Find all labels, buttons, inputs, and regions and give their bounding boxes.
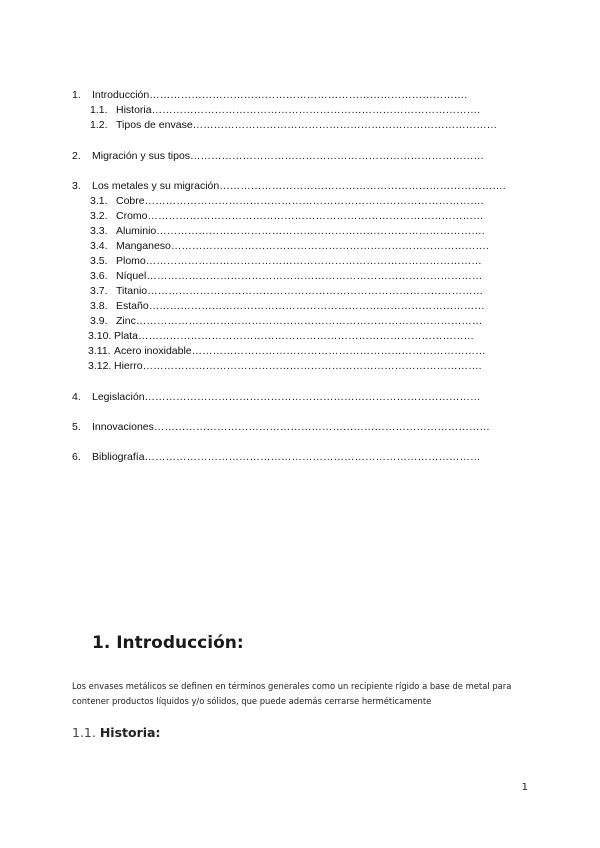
toc-entry-number: 2.: [72, 150, 81, 162]
toc-entry-leader: ……………………………………………………………………………………: [147, 210, 484, 222]
toc-entry-number: 3.3.: [90, 225, 108, 237]
toc-entry[interactable]: [0, 345, 486, 359]
toc-entry-number: 3.7.: [90, 285, 108, 297]
section-paragraph: Los envases metálicos se definen en términos generales como un recipiente rígido a base de metal para contener productos líquidos y/o sólidos, que puede además cerrarse herméticamente: [72, 681, 512, 706]
toc-entry[interactable]: [0, 89, 480, 103]
toc-entry-label: [114, 345, 486, 357]
toc-entry-title: Estaño: [116, 300, 149, 312]
toc-entry-label: [114, 360, 482, 372]
toc-entry-title: Titanio: [116, 285, 148, 297]
toc-entry-number: 3.5.: [90, 255, 108, 267]
toc-entry-number: 3.: [72, 180, 81, 192]
toc-entry-label: [116, 225, 485, 237]
toc-entry[interactable]: [0, 255, 480, 269]
toc-entry[interactable]: [0, 285, 484, 299]
toc-entry[interactable]: [0, 391, 480, 405]
toc-entry-leader: ……………………………………………………………………………………: [147, 285, 484, 297]
toc-entry[interactable]: [0, 225, 485, 239]
subsection-heading: [72, 725, 160, 740]
toc-entry-title: Plomo: [116, 255, 146, 267]
toc-entry-label: [92, 89, 472, 101]
toc-entry-label: [116, 255, 482, 267]
toc-entry-number: 3.1.: [90, 195, 108, 207]
toc-entry-title: Innovaciones: [92, 421, 154, 433]
toc-entry[interactable]: [0, 195, 484, 209]
toc-entry-number: 4.: [72, 391, 81, 403]
toc-entry-label: [116, 195, 484, 207]
toc-entry-label: [116, 300, 485, 312]
toc-entry[interactable]: [0, 150, 485, 164]
toc-entry-number: 3.4.: [90, 240, 108, 252]
toc-entry-number: 6.: [72, 451, 81, 463]
toc-entry-leader: ……………………………………………………………………….: [219, 180, 506, 192]
toc-entry-leader: ………………………………………………………………………………………: [135, 315, 483, 327]
toc-entry[interactable]: [0, 360, 480, 374]
toc-entry-title: Plata: [114, 330, 138, 342]
toc-entry-title: Aluminio: [116, 225, 157, 237]
toc-entry-number: 5.: [72, 421, 81, 433]
toc-entry-title: Níquel: [116, 270, 147, 282]
toc-entry-leader: ……………………………………………………………………………: [192, 119, 498, 131]
toc-entry-number: 3.10.: [88, 330, 112, 342]
page-number: 1: [521, 782, 528, 793]
toc-entry-label: [116, 315, 483, 327]
toc-entry-label: [116, 285, 484, 297]
toc-entry-label: [116, 270, 483, 282]
toc-entry-label: [92, 421, 490, 433]
toc-entry[interactable]: [0, 180, 506, 194]
toc-entry-label: [92, 451, 481, 463]
toc-entry-leader: ……………………………………………………………………………………: [144, 451, 481, 463]
toc-entry[interactable]: [0, 270, 483, 284]
toc-entry-title: Los metales y su migración: [92, 180, 220, 192]
toc-entry[interactable]: [0, 300, 485, 314]
toc-entry[interactable]: [0, 315, 483, 329]
toc-entry-leader: ……………………………………………………………………………………: [144, 391, 481, 403]
toc-entry-number: 3.6.: [90, 270, 108, 282]
toc-entry-leader: …………………………………………………………………………………….: [144, 195, 484, 207]
toc-entry[interactable]: [0, 119, 498, 133]
toc-entry-label: [92, 391, 481, 403]
toc-entry-leader: ……………………………………………………………………………….: [170, 240, 489, 252]
toc-entry-title: Cobre: [116, 195, 145, 207]
toc-entry-title: Hierro: [114, 360, 143, 372]
toc-entry-leader: ……………………………………………………………………………………: [145, 255, 482, 267]
toc-entry[interactable]: [0, 451, 480, 465]
toc-entry-label: [92, 180, 506, 192]
toc-entry-label: [114, 330, 472, 342]
toc-entry-label: [116, 240, 489, 252]
toc-entry-leader: ………………………………………………………………………………….: [156, 225, 485, 237]
subsection-number: 1.1.: [72, 725, 96, 740]
toc-entry-leader: …………………………………………………………………………………….: [142, 360, 482, 372]
toc-entry-leader: …………………………………………………………………………: [191, 345, 486, 357]
toc-entry-title: Cromo: [116, 210, 148, 222]
toc-entry-title: Zinc: [116, 315, 136, 327]
toc-entry-number: 1.: [72, 89, 81, 101]
subsection-title: Historia:: [99, 725, 161, 740]
toc-entry-leader: ……………………………………………………………………………………: [148, 300, 485, 312]
toc-entry-leader: ……………………………………………………………………………………: [146, 270, 483, 282]
toc-entry-leader: ……………………………………………………………………………….: [149, 89, 468, 101]
toc-entry-number: 3.11.: [88, 345, 111, 357]
toc-entry-number: 1.1.: [90, 104, 108, 116]
toc-entry-title: Migración y sus tipos: [92, 150, 191, 162]
toc-entry-title: Introducción: [92, 89, 150, 101]
toc-entry-title: Acero inoxidable: [114, 345, 192, 357]
toc-entry-leader: ………………………………………………………………………………….: [151, 104, 481, 116]
toc-entry-title: Bibliografía: [92, 451, 145, 463]
toc-entry-leader: …………………………………………………………………………: [190, 150, 485, 162]
toc-entry[interactable]: [0, 210, 484, 224]
toc-entry-leader: ……………………………………………………………………………………: [153, 421, 490, 433]
toc-entry[interactable]: [0, 330, 480, 344]
toc-entry-title: Manganeso: [116, 240, 171, 252]
toc-entry-title: Historia: [116, 104, 152, 116]
toc-entry-leader: ……………………………………………………………………………………: [137, 330, 474, 342]
section-heading: 1. Introducción:: [92, 633, 244, 653]
toc-entry-number: 3.2.: [90, 210, 108, 222]
toc-entry-label: [116, 210, 484, 222]
toc-entry[interactable]: [0, 240, 489, 254]
toc-entry-number: 1.2.: [90, 119, 108, 131]
toc-entry[interactable]: [0, 421, 490, 435]
toc-entry[interactable]: [0, 104, 480, 118]
toc-entry-label: [92, 150, 485, 162]
toc-entry-label: [116, 104, 481, 116]
toc-entry-title: Tipos de envase: [116, 119, 193, 131]
toc-entry-number: 3.9.: [90, 315, 108, 327]
toc-entry-number: 3.8.: [90, 300, 108, 312]
toc-entry-label: [116, 119, 498, 131]
toc-entry-number: 3.12.: [88, 360, 112, 372]
toc-entry-title: Legislación: [92, 391, 145, 403]
